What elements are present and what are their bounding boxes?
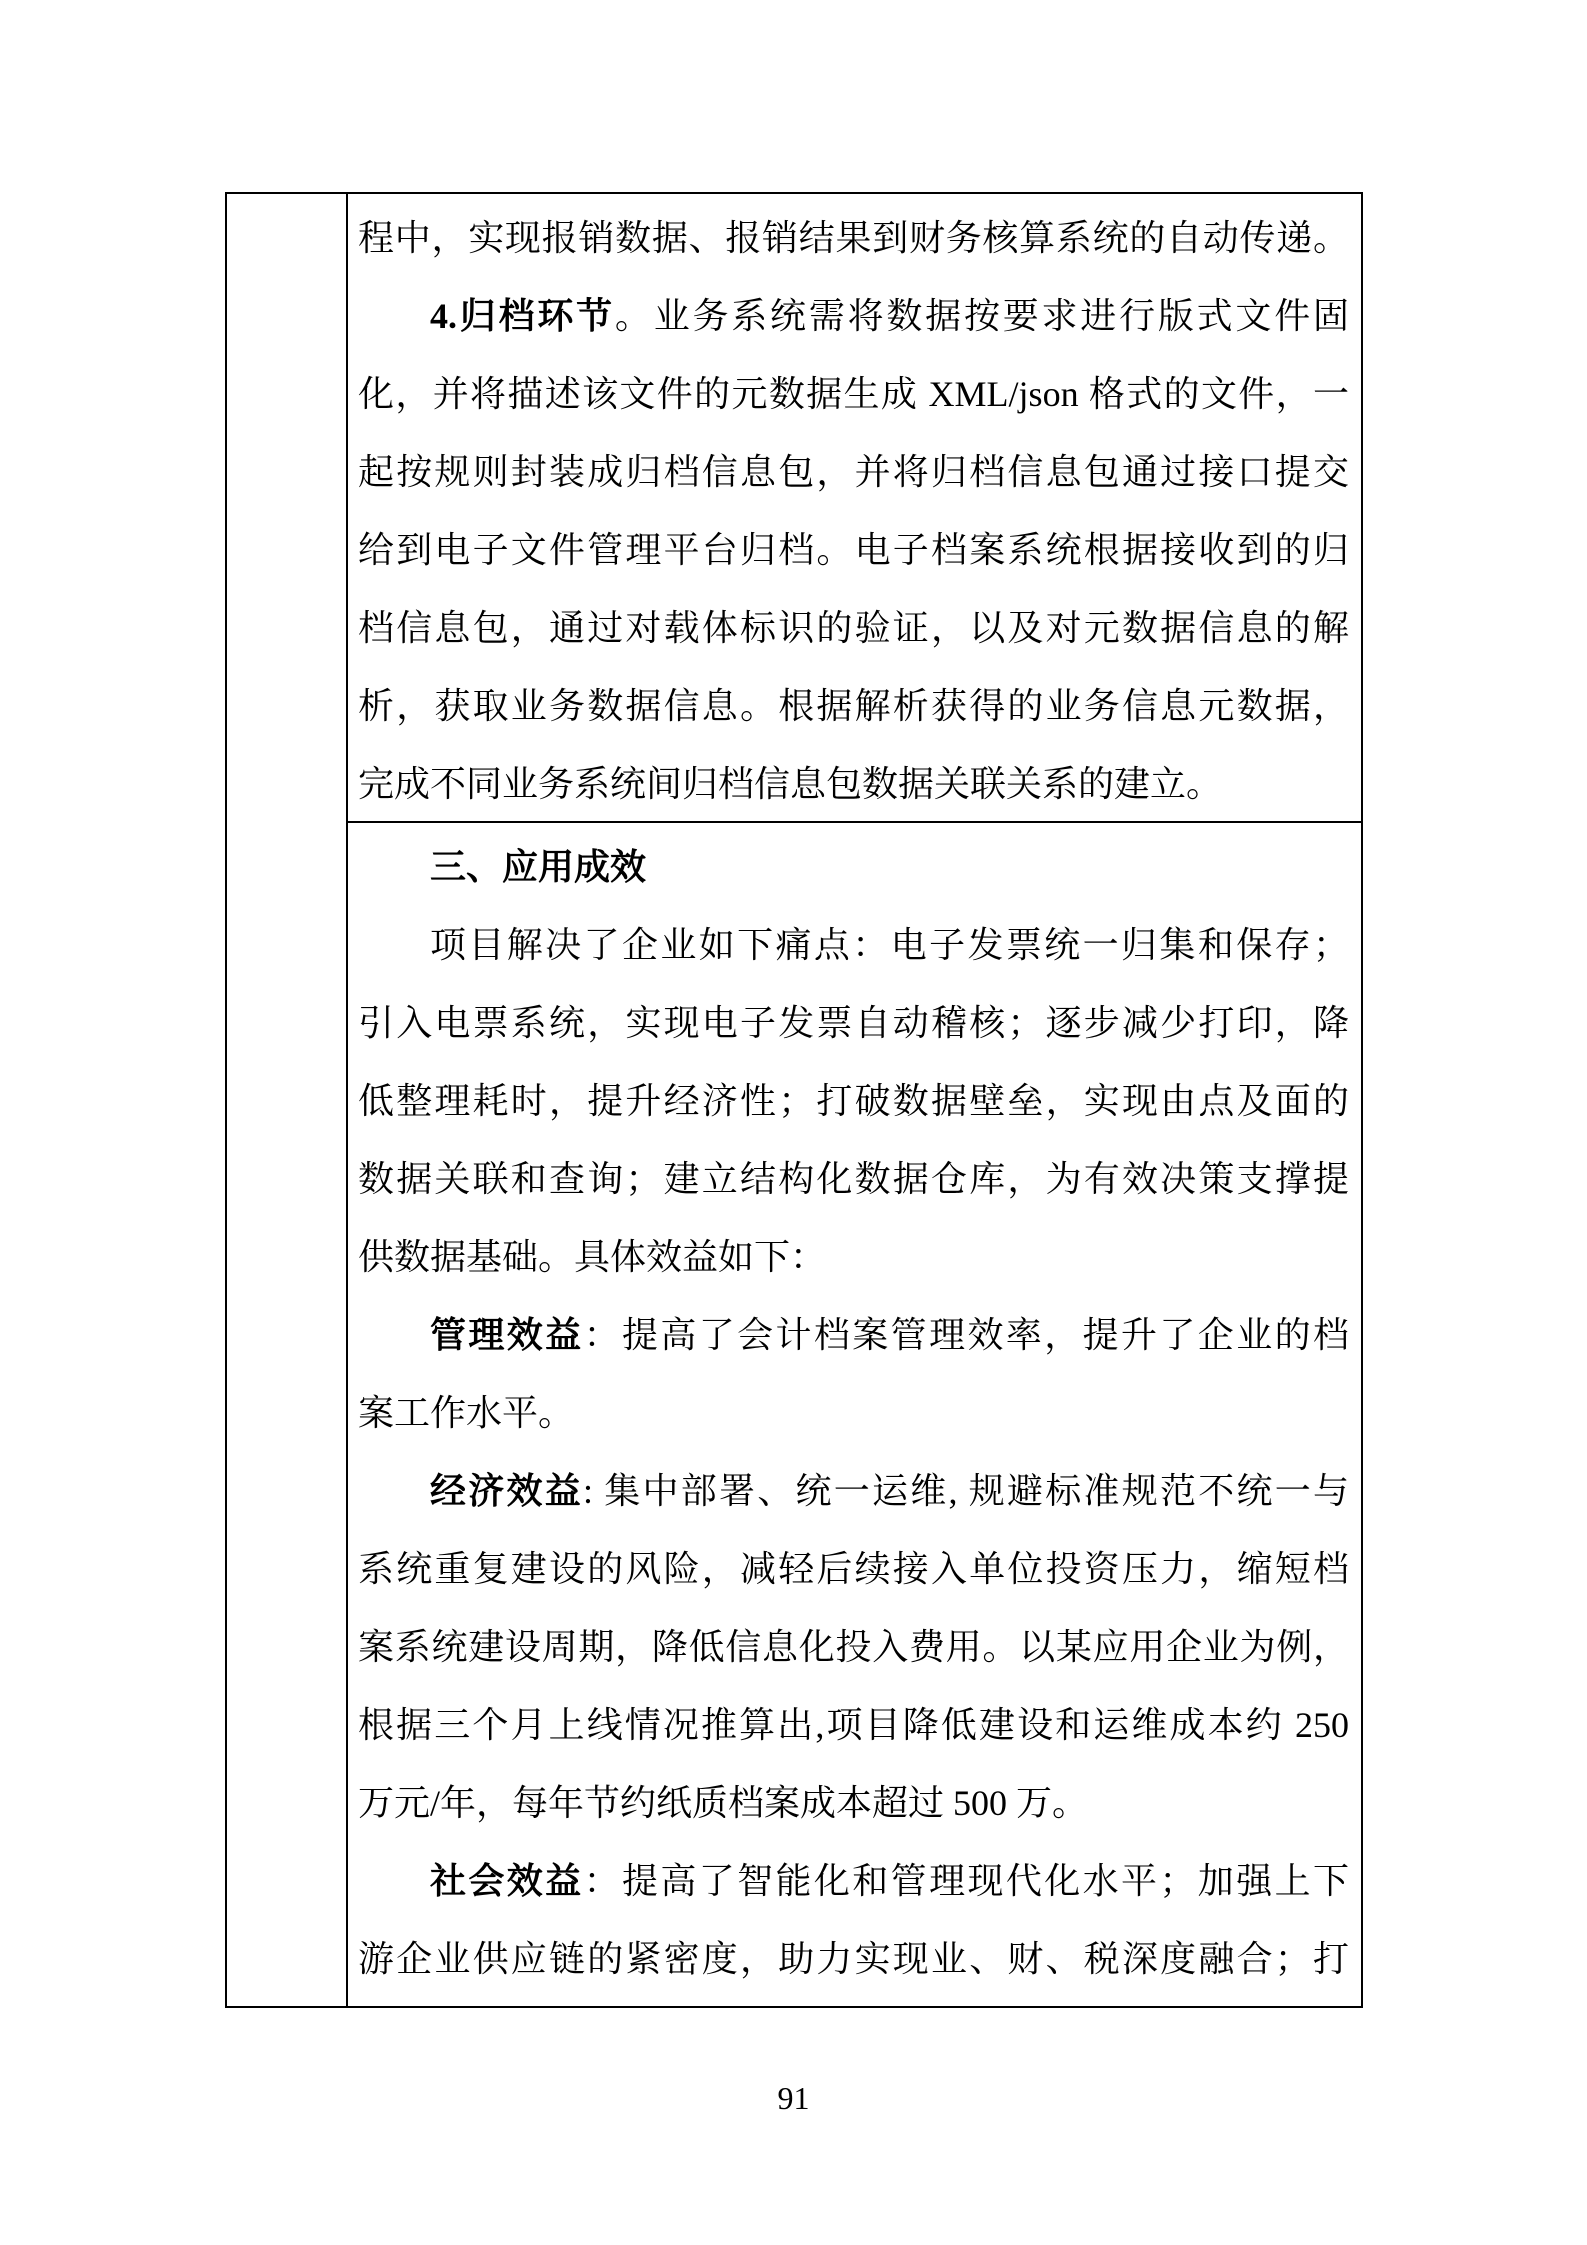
text-line [358, 1842, 1349, 1920]
text-line [358, 667, 1349, 745]
text-segment: 完成不同业务系统间归档信息包数据关联关系的建立。 [358, 764, 1223, 804]
text-segment: 4.归档环节 [430, 296, 615, 336]
text-segment: 根据三个月上线情况推算出,项目降低建设和运维成本约 250 [358, 1705, 1349, 1745]
text-line [358, 1062, 1349, 1140]
text-segment: 系统重复建设的风险，减轻后续接入单位投资压力，缩短档 [358, 1549, 1349, 1589]
page-number: 91 [777, 2080, 810, 2116]
text-segment: 档信息包，通过对载体标识的验证，以及对元数据信息的解 [358, 608, 1349, 648]
text-segment: 引入电票系统，实现电子发票自动稽核；逐步减少打印，降 [358, 1003, 1349, 1043]
text-line [358, 828, 1349, 906]
text-line [358, 1608, 1349, 1686]
text-segment: 给到电子文件管理平台归档。电子档案系统根据接收到的归 [358, 530, 1349, 570]
table-cell-application-results [348, 823, 1361, 2006]
text-line [358, 906, 1349, 984]
table-left-column-cell [227, 194, 348, 2006]
text-segment: : 集中部署、统一运维, 规避标准规范不统一与 [583, 1471, 1349, 1511]
text-line [358, 1452, 1349, 1530]
text-segment: ：提高了智能化和管理现代化水平；加强上下 [583, 1861, 1349, 1901]
text-segment: 低整理耗时，提升经济性；打破数据壁垒，实现由点及面的 [358, 1081, 1349, 1121]
text-line [358, 1374, 1349, 1452]
table-right-column [348, 194, 1361, 2006]
text-segment: 。业务系统需将数据按要求进行版式文件固 [614, 296, 1349, 336]
text-segment: 管理效益 [430, 1315, 584, 1355]
text-segment: 案工作水平。 [358, 1393, 575, 1433]
text-line [358, 433, 1349, 511]
content-table [225, 192, 1363, 2008]
text-segment: 案系统建设周期，降低信息化投入费用。以某应用企业为例， [358, 1627, 1349, 1667]
text-line [358, 589, 1349, 667]
table-cell-archiving-section [348, 194, 1361, 823]
text-segment: 析，获取业务数据信息。根据解析获得的业务信息元数据， [358, 686, 1349, 726]
text-segment: ：提高了会计档案管理效率，提升了企业的档 [583, 1315, 1349, 1355]
text-line [358, 984, 1349, 1062]
text-segment: 万元/年，每年节约纸质档案成本超过 500 万。 [358, 1783, 1089, 1823]
text-line [358, 355, 1349, 433]
text-segment: 经济效益 [430, 1471, 583, 1511]
text-segment: 三、应用成效 [430, 847, 647, 887]
text-line [358, 1218, 1349, 1296]
text-segment: 游企业供应链的紧密度，助力实现业、财、税深度融合；打 [358, 1939, 1349, 1979]
text-line [358, 511, 1349, 589]
text-line [358, 1296, 1349, 1374]
text-line [358, 199, 1349, 277]
text-segment: 项目解决了企业如下痛点：电子发票统一归集和保存； [430, 925, 1349, 965]
text-segment: 化，并将描述该文件的元数据生成 XML/json 格式的文件，一 [358, 374, 1349, 414]
text-line [358, 1920, 1349, 1998]
text-segment: 数据关联和查询；建立结构化数据仓库，为有效决策支撑提 [358, 1159, 1349, 1199]
text-segment: 供数据基础。具体效益如下： [358, 1237, 827, 1277]
text-line [358, 745, 1349, 823]
text-line [358, 1686, 1349, 1764]
text-segment: 社会效益 [430, 1861, 584, 1901]
text-segment: 程中，实现报销数据、报销结果到财务核算系统的自动传递。 [358, 218, 1349, 258]
text-line [358, 1140, 1349, 1218]
text-line [358, 1530, 1349, 1608]
text-line [358, 277, 1349, 355]
text-line [358, 1764, 1349, 1842]
text-segment: 起按规则封装成归档信息包，并将归档信息包通过接口提交 [358, 452, 1349, 492]
